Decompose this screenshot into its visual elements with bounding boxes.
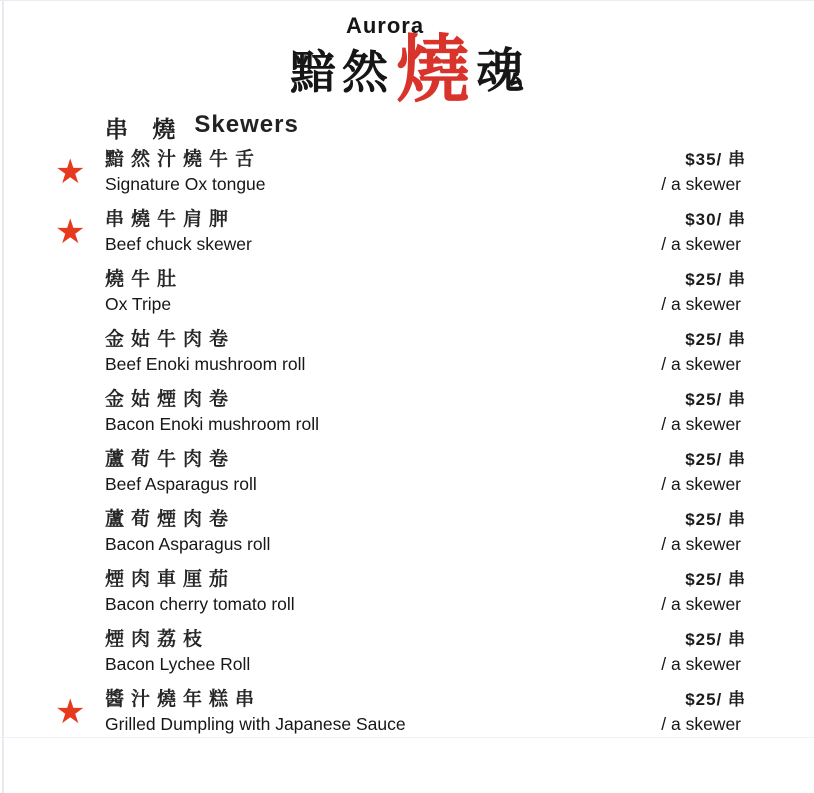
brand-zh-suffix: 魂 xyxy=(475,45,524,98)
section-header xyxy=(55,111,750,147)
menu-item-row xyxy=(55,207,750,256)
menu-item-row xyxy=(55,327,750,376)
item-name-en: Ox Tripe xyxy=(105,294,172,314)
item-names xyxy=(105,687,565,736)
featured-star-icon: ★ xyxy=(55,152,86,191)
menu-item-row xyxy=(55,507,750,556)
item-price-block xyxy=(565,447,750,496)
item-name-zh: 煙肉車厘茄 xyxy=(105,569,236,590)
brand-name-en: Aurora xyxy=(345,13,425,38)
featured-star-cell xyxy=(55,692,105,731)
item-name-en: Beef Asparagus roll xyxy=(105,474,257,494)
featured-star-cell xyxy=(55,455,105,489)
item-price: $25/ 串 xyxy=(685,390,746,409)
item-unit: / a skewer xyxy=(661,654,741,674)
menu-item-row xyxy=(55,387,750,436)
item-name-en: Beef chuck skewer xyxy=(105,234,252,254)
featured-star-icon: ★ xyxy=(55,212,86,251)
featured-star-cell xyxy=(55,275,105,309)
item-unit: / a skewer xyxy=(661,534,741,554)
item-unit: / a skewer xyxy=(661,714,741,734)
item-name-zh: 金姑牛肉卷 xyxy=(105,329,236,350)
item-names xyxy=(105,147,565,196)
item-names xyxy=(105,327,565,376)
menu-item-row xyxy=(55,447,750,496)
item-price-block xyxy=(565,507,750,556)
item-name-zh: 醬汁燒年糕串 xyxy=(105,689,262,710)
menu-item-row xyxy=(55,687,750,736)
item-name-zh: 黯然汁燒牛舌 xyxy=(105,149,262,170)
item-price: $25/ 串 xyxy=(685,510,746,529)
item-price-block xyxy=(565,267,750,316)
item-names xyxy=(105,207,565,256)
menu-item-row xyxy=(55,567,750,616)
item-unit: / a skewer xyxy=(661,414,741,434)
item-price: $25/ 串 xyxy=(685,270,746,289)
item-name-zh: 金姑煙肉卷 xyxy=(105,389,236,410)
item-name-zh: 蘆荀煙肉卷 xyxy=(105,509,236,530)
item-name-en: Grilled Dumpling with Japanese Sauce xyxy=(105,714,406,734)
item-unit: / a skewer xyxy=(661,594,741,614)
item-names xyxy=(105,567,565,616)
item-name-zh: 蘆荀牛肉卷 xyxy=(105,449,236,470)
featured-star-cell xyxy=(55,515,105,549)
item-name-en: Bacon Enoki mushroom roll xyxy=(105,414,319,434)
menu-section xyxy=(55,111,750,747)
item-price-block xyxy=(565,327,750,376)
featured-star-cell xyxy=(55,395,105,429)
section-title-en: Skewers xyxy=(194,111,299,138)
item-price: $30/ 串 xyxy=(685,210,746,229)
item-name-zh: 煙肉荔枝 xyxy=(105,629,210,650)
item-unit: / a skewer xyxy=(661,234,741,254)
item-price-block xyxy=(565,147,750,196)
item-price-block xyxy=(565,567,750,616)
item-name-en: Bacon Asparagus roll xyxy=(105,534,271,554)
item-price: $25/ 串 xyxy=(685,330,746,349)
brand-zh-prefix: 黯然 xyxy=(289,46,394,98)
page-left-border xyxy=(2,1,4,793)
item-price-block xyxy=(565,207,750,256)
item-price: $25/ 串 xyxy=(685,570,746,589)
item-names xyxy=(105,507,565,556)
item-name-en: Bacon Lychee Roll xyxy=(105,654,251,674)
featured-star-cell xyxy=(55,212,105,251)
item-name-en: Signature Ox tongue xyxy=(105,174,266,194)
item-unit: / a skewer xyxy=(661,294,741,314)
item-price-block xyxy=(565,687,750,736)
item-price-block xyxy=(565,627,750,676)
item-name-zh: 串燒牛肩胛 xyxy=(105,209,236,230)
menu-list xyxy=(55,147,750,736)
item-names xyxy=(105,267,565,316)
item-price: $25/ 串 xyxy=(685,690,746,709)
item-unit: / a skewer xyxy=(661,354,741,374)
item-price: $25/ 串 xyxy=(685,630,746,649)
item-names xyxy=(105,627,565,676)
featured-star-icon: ★ xyxy=(55,692,86,731)
item-unit: / a skewer xyxy=(661,174,741,194)
item-price: $35/ 串 xyxy=(685,150,746,169)
item-price-block xyxy=(565,387,750,436)
restaurant-logo xyxy=(0,13,814,109)
featured-star-cell xyxy=(55,635,105,669)
featured-star-cell xyxy=(55,575,105,609)
item-name-en: Bacon cherry tomato roll xyxy=(105,594,295,614)
menu-item-row xyxy=(55,627,750,676)
item-name-zh: 燒牛肚 xyxy=(105,269,184,290)
menu-item-row xyxy=(55,267,750,316)
section-title-zh: 串 燒 xyxy=(105,116,185,142)
brand-name-zh xyxy=(0,28,814,111)
brand-zh-highlight: 燒 xyxy=(395,28,470,111)
item-name-en: Beef Enoki mushroom roll xyxy=(105,354,306,374)
item-unit: / a skewer xyxy=(661,474,741,494)
item-price: $25/ 串 xyxy=(685,450,746,469)
item-names xyxy=(105,387,565,436)
menu-item-row xyxy=(55,147,750,196)
featured-star-cell xyxy=(55,152,105,191)
featured-star-cell xyxy=(55,335,105,369)
item-names xyxy=(105,447,565,496)
